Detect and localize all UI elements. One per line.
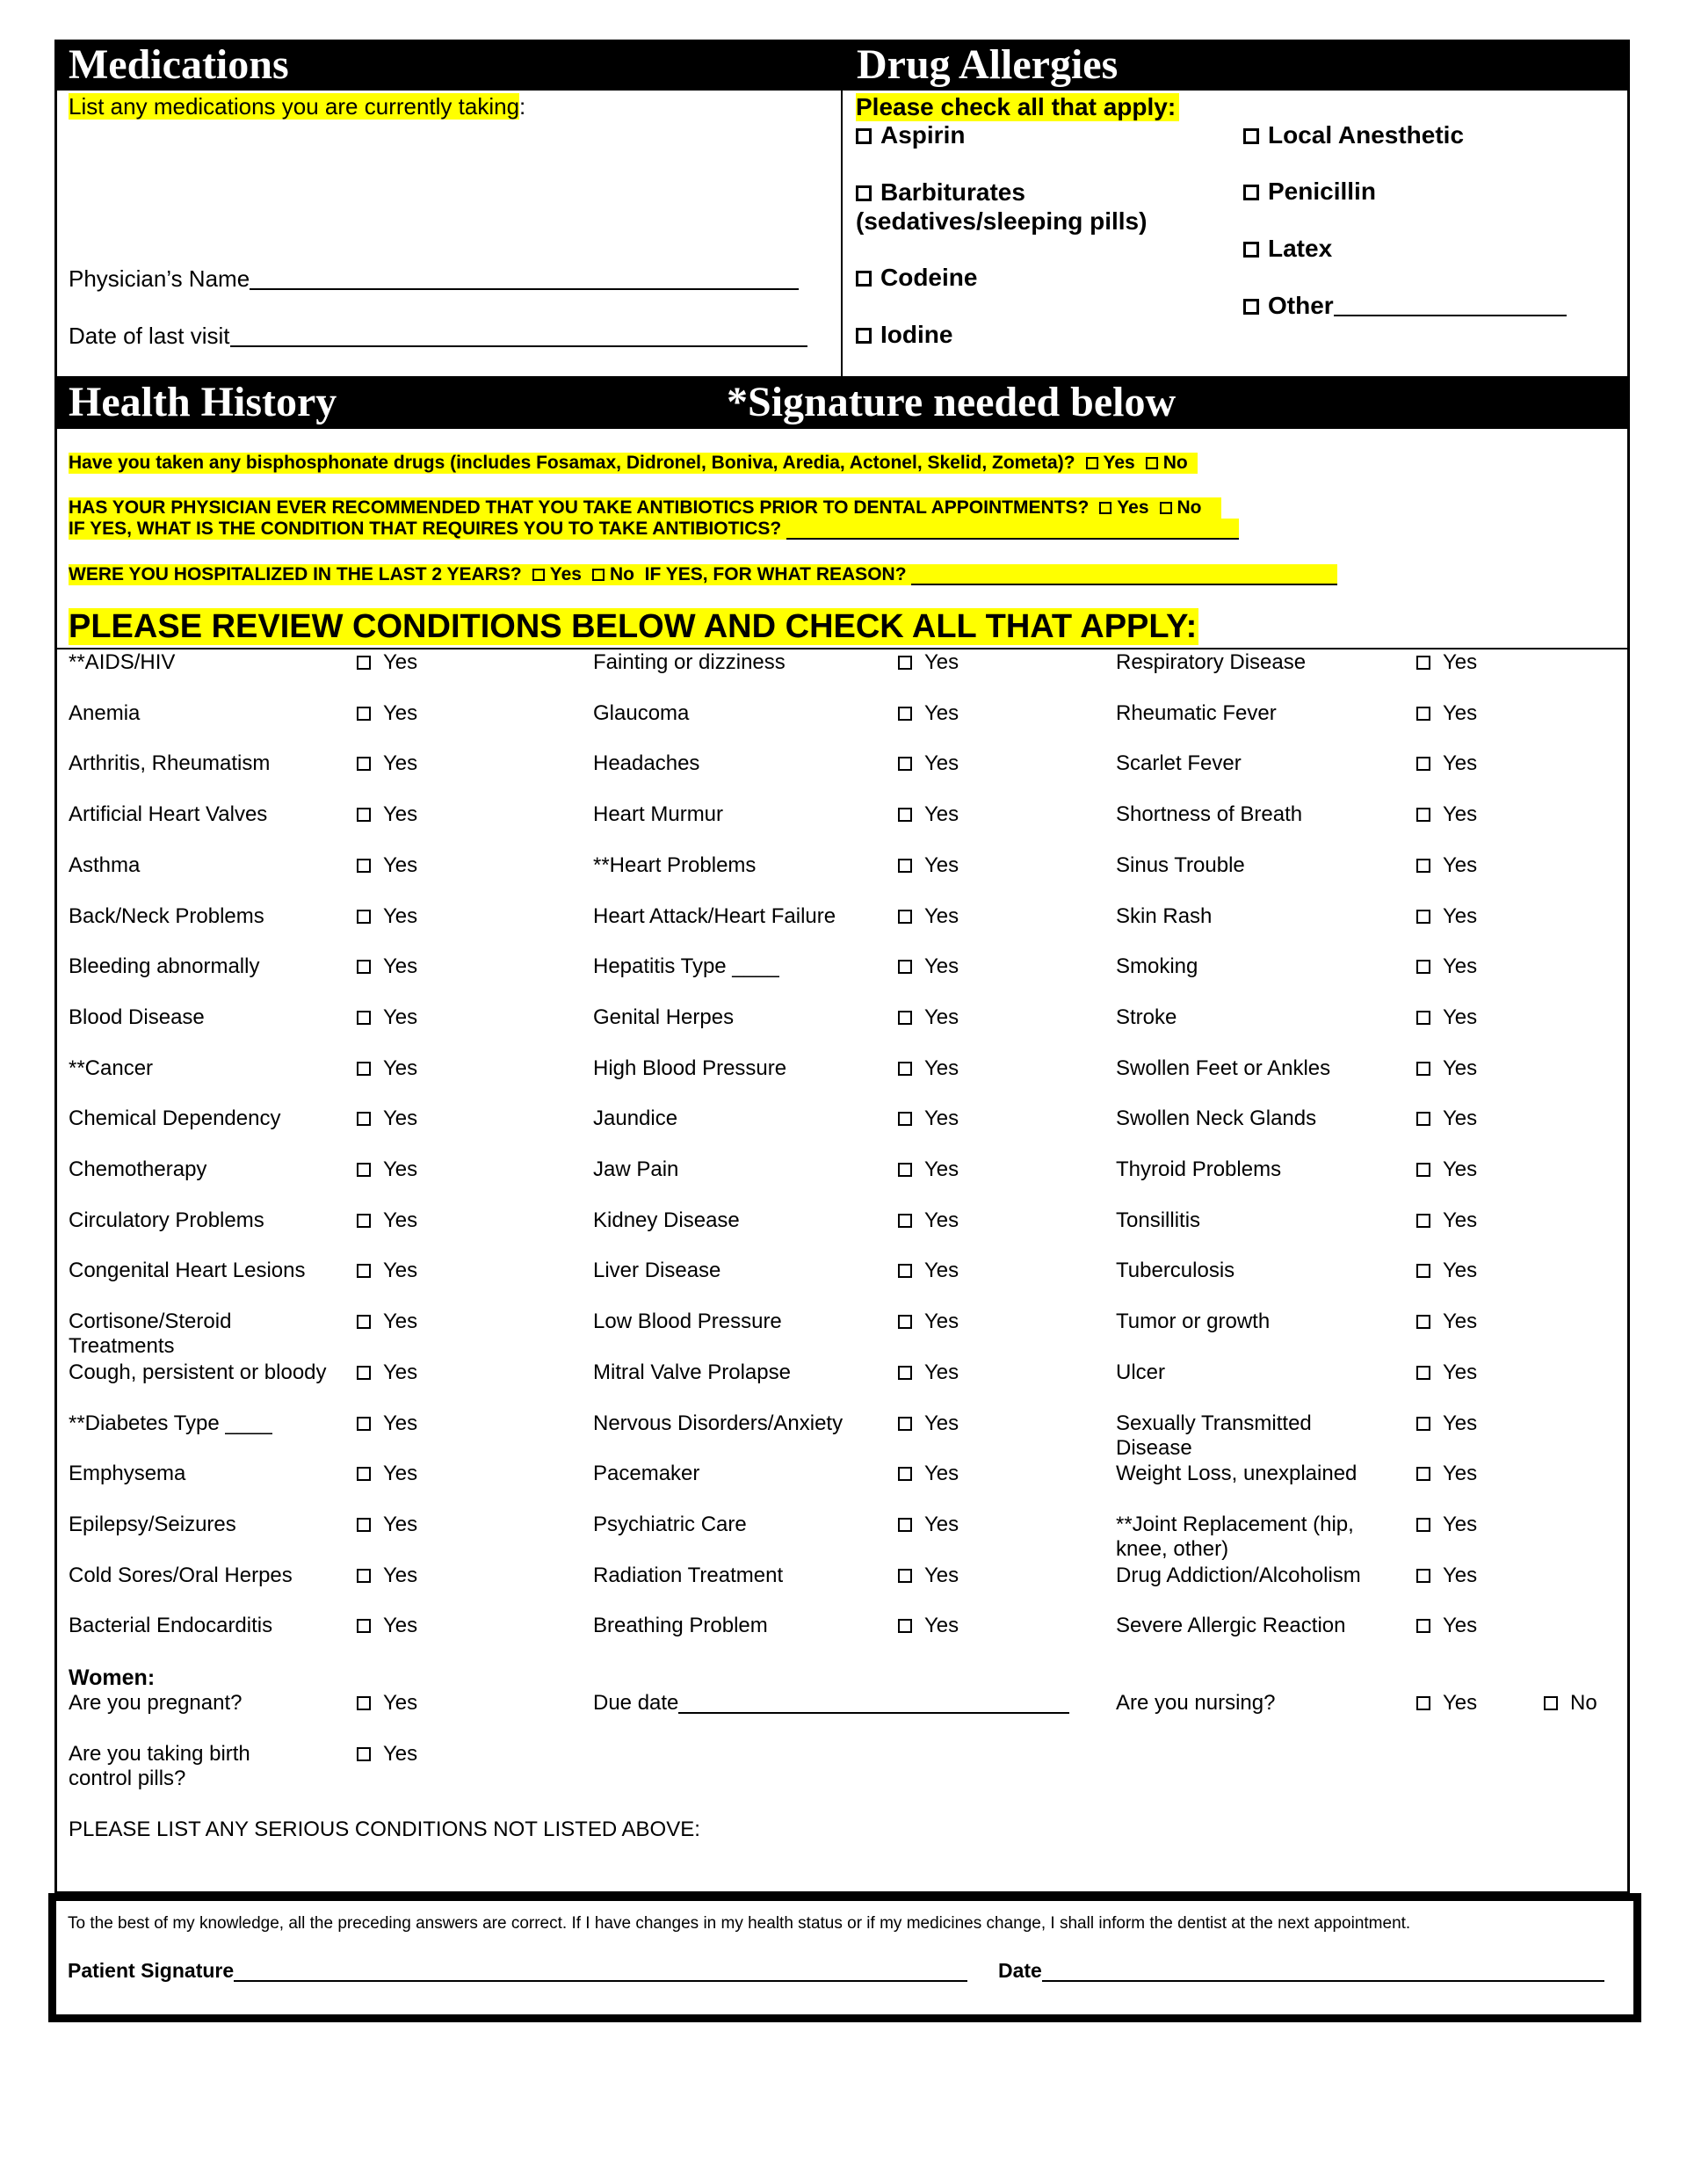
condition-yes-checkbox[interactable] [898,1157,959,1182]
patient-signature-field[interactable]: Patient Signature [68,1959,967,1983]
yes-label: Yes [924,1310,959,1333]
checkbox[interactable] [1146,457,1158,469]
checkbox[interactable] [898,1619,912,1633]
checkbox[interactable] [1416,808,1430,822]
condition-label: Skin Rash [1116,904,1213,928]
attestation-statement: To the best of my knowledge, all the preceding answers are correct. If I have changes in my health status or if my medicines change, I shall inform the dentist at the next appointment. [68,1914,1411,1933]
checkbox[interactable] [856,185,872,201]
condition-yes-checkbox[interactable] [357,853,417,878]
condition-label: Radiation Treatment [593,1564,784,1587]
allergy-other[interactable]: Other [1243,292,1567,320]
checkbox[interactable] [357,757,371,771]
condition-label: Heart Attack/Heart Failure [593,904,836,928]
yes-label: Yes [383,1005,418,1029]
condition-yes-checkbox[interactable] [898,853,959,878]
yes-label: Yes [383,1614,418,1637]
condition-yes-checkbox[interactable] [1416,1259,1477,1283]
allergy-aspirin[interactable]: Aspirin [856,121,965,149]
checkbox[interactable] [1243,128,1259,144]
yes-label: Yes [383,1056,418,1080]
condition-yes-checkbox[interactable] [1416,751,1477,776]
yes-label: Yes [1443,1208,1478,1232]
condition-yes-checkbox[interactable] [898,954,959,979]
condition-yes-checkbox[interactable] [357,1005,417,1030]
yes-label: Yes [1443,1107,1478,1130]
condition-yes-checkbox[interactable] [898,1360,959,1385]
condition-label: Jaw Pain [593,1157,679,1181]
yes-label: Yes [1443,1310,1478,1333]
condition-label: Kidney Disease [593,1208,740,1232]
condition-label: Psychiatric Care [593,1513,747,1536]
condition-label: Swollen Neck Glands [1116,1107,1317,1130]
condition-yes-checkbox[interactable] [898,751,959,776]
condition-yes-checkbox[interactable] [357,1056,417,1081]
condition-yes-checkbox[interactable] [357,1107,417,1131]
checkbox[interactable] [1544,1696,1558,1710]
condition-label: Respiratory Disease [1116,650,1307,674]
yes-label: Yes [1443,802,1478,826]
checkbox[interactable] [357,707,371,721]
condition-yes-checkbox[interactable] [357,1411,417,1436]
checkbox[interactable] [1416,757,1430,771]
condition-label: Cold Sores/Oral Herpes [69,1564,293,1587]
checkbox[interactable] [898,960,912,974]
yes-label: Yes [1443,1259,1478,1282]
yes-label: Yes [924,1360,959,1384]
condition-label: Cortisone/Steroid Treatments [69,1310,232,1358]
condition-label: Heart Murmur [593,802,724,826]
condition-yes-checkbox[interactable] [1416,1411,1477,1436]
top-column-divider [841,91,843,376]
condition-label: **Heart Problems [593,853,757,877]
last-visit-field[interactable]: Date of last visit [69,323,807,350]
yes-label: Yes [924,1462,959,1485]
condition-yes-checkbox[interactable] [357,1259,417,1283]
checkbox[interactable] [357,1417,371,1431]
checkbox[interactable] [898,1315,912,1329]
yes-label: Yes [383,701,418,725]
checkbox[interactable] [1416,910,1430,924]
allergy-barbiturates[interactable]: Barbiturates (sedatives/sleeping pills) [856,178,1148,235]
antibiotics-question: HAS YOUR PHYSICIAN EVER RECOMMENDED THAT YOU TAKE ANTIBIOTICS PRIOR TO DENTAL APPOINTMENTS? Yes No [69,497,1221,519]
yes-label: Yes [383,1411,418,1435]
signature-needed-note: *Signature needed below [727,379,1177,425]
condition-yes-checkbox[interactable] [898,1005,959,1030]
condition-label: Headaches [593,751,700,775]
condition-yes-checkbox[interactable] [898,1310,959,1334]
checkbox[interactable] [1099,502,1111,514]
bisphosphonate-question: Have you taken any bisphosphonate drugs (includes Fosamax, Didronel, Boniva, Aredia, Actonel, Skelid, Zometa)? Yes No [69,453,1198,474]
physician-name-field[interactable]: Physician’s Name [69,265,799,293]
yes-label: Yes [924,701,959,725]
condition-yes-checkbox[interactable] [1416,802,1477,827]
allergy-local-anesthetic[interactable]: Local Anesthetic [1243,121,1464,149]
yes-label: Yes [924,1107,959,1130]
condition-yes-checkbox[interactable] [898,1411,959,1436]
birth-control-yes[interactable]: Yes [357,1742,417,1767]
checkbox[interactable] [1416,960,1430,974]
yes-label: Yes [383,1208,418,1232]
allergy-latex[interactable]: Latex [1243,235,1332,263]
condition-yes-checkbox[interactable] [1416,701,1477,726]
checkbox[interactable] [1416,1062,1430,1076]
yes-label: Yes [383,1157,418,1181]
checkbox[interactable] [1416,707,1430,721]
yes-label: Yes [924,751,959,775]
yes-label: Yes [1443,1157,1478,1181]
yes-label: Yes [1443,1005,1478,1029]
condition-label: Emphysema [69,1462,186,1485]
condition-label: Breathing Problem [593,1614,768,1637]
condition-label: Chemical Dependency [69,1107,281,1130]
checkbox[interactable] [357,1619,371,1633]
yes-label: Yes [1443,1411,1478,1435]
nursing-yes[interactable]: Yes [1416,1691,1477,1716]
checkbox[interactable] [856,328,872,344]
checkbox[interactable] [1416,1366,1430,1380]
condition-label: Low Blood Pressure [593,1310,782,1333]
yes-label: Yes [383,802,418,826]
condition-yes-checkbox[interactable] [1416,1564,1477,1588]
condition-yes-checkbox[interactable] [898,1208,959,1233]
condition-label: **Diabetes Type ____ [69,1411,272,1435]
yes-label: Yes [383,853,418,877]
checkbox[interactable] [592,569,605,581]
condition-yes-checkbox[interactable] [1416,1107,1477,1131]
condition-yes-checkbox[interactable] [357,954,417,979]
condition-label: Bleeding abnormally [69,954,260,978]
yes-label: Yes [383,751,418,775]
allergies-prompt: Please check all that apply: [856,93,1179,121]
checkbox[interactable] [1243,185,1259,200]
yes-label: Yes [1443,1056,1478,1080]
condition-label: Glaucoma [593,701,690,725]
condition-label: Back/Neck Problems [69,904,264,928]
condition-yes-checkbox[interactable] [357,1310,417,1334]
yes-label: Yes [924,954,959,978]
checkbox[interactable] [1416,1467,1430,1481]
condition-yes-checkbox[interactable] [1416,1157,1477,1182]
condition-yes-checkbox[interactable] [357,802,417,827]
allergy-codeine[interactable]: Codeine [856,264,977,292]
health-history-band [54,376,1630,429]
checkbox[interactable] [898,1062,912,1076]
condition-label: Hepatitis Type ____ [593,954,779,978]
pregnant-yes[interactable]: Yes [357,1691,417,1716]
condition-yes-checkbox[interactable] [898,1056,959,1081]
condition-label: Cough, persistent or bloody [69,1360,327,1384]
condition-yes-checkbox[interactable] [357,1157,417,1182]
checkbox[interactable] [898,1569,912,1583]
medications-prompt: List any medications you are currently taking: [69,93,526,120]
yes-label: Yes [1443,954,1478,978]
nursing-no[interactable]: No [1544,1691,1597,1716]
condition-yes-checkbox[interactable] [357,1360,417,1385]
checkbox[interactable] [1416,1696,1430,1710]
checkbox[interactable] [898,1518,912,1532]
checkbox[interactable] [898,910,912,924]
women-heading: Women: [69,1665,156,1690]
conditions-divider [54,648,1630,649]
medications-heading: Medications [69,41,289,88]
checkbox[interactable] [357,1062,371,1076]
signature-date-field[interactable]: Date [998,1959,1604,1983]
checkbox[interactable] [357,808,371,822]
condition-yes-checkbox[interactable] [1416,954,1477,979]
condition-yes-checkbox[interactable] [1416,1462,1477,1486]
condition-label: **Joint Replacement (hip, knee, other) [1116,1513,1354,1561]
yes-label: Yes [924,650,959,674]
yes-label: Yes [924,853,959,877]
yes-label: Yes [924,1157,959,1181]
checkbox[interactable] [357,1163,371,1177]
yes-label: Yes [383,1513,418,1536]
condition-label: Rheumatic Fever [1116,701,1277,725]
condition-yes-checkbox[interactable] [357,751,417,776]
condition-yes-checkbox[interactable] [1416,1208,1477,1233]
yes-label: Yes [924,1564,959,1587]
checkbox[interactable] [1416,859,1430,873]
checkbox[interactable] [1416,1569,1430,1583]
condition-yes-checkbox[interactable] [357,904,417,929]
yes-label: Yes [1443,853,1478,877]
checkbox[interactable] [357,1112,371,1126]
review-conditions-heading: PLEASE REVIEW CONDITIONS BELOW AND CHECK ALL THAT APPLY: [69,608,1198,645]
condition-label: Artificial Heart Valves [69,802,268,826]
checkbox[interactable] [357,1467,371,1481]
condition-label: Arthritis, Rheumatism [69,751,271,775]
condition-label: Chemotherapy [69,1157,207,1181]
condition-label: Sinus Trouble [1116,853,1245,877]
condition-label: Fainting or dizziness [593,650,786,674]
condition-label: Severe Allergic Reaction [1116,1614,1346,1637]
yes-label: Yes [1443,1462,1478,1485]
condition-yes-checkbox[interactable] [1416,853,1477,878]
condition-label: Shortness of Breath [1116,802,1303,826]
condition-label: Circulatory Problems [69,1208,264,1232]
condition-yes-checkbox[interactable] [1416,650,1477,675]
condition-yes-checkbox[interactable] [357,701,417,726]
condition-label: Anemia [69,701,141,725]
condition-yes-checkbox[interactable] [357,1614,417,1638]
checkbox[interactable] [898,1417,912,1431]
health-history-heading: Health History [69,379,337,425]
condition-yes-checkbox[interactable] [898,701,959,726]
checkbox[interactable] [898,1366,912,1380]
condition-yes-checkbox[interactable] [898,1564,959,1588]
yes-label: Yes [924,1208,959,1232]
checkbox[interactable] [898,1163,912,1177]
checkbox[interactable] [898,656,912,670]
checkbox[interactable] [357,1315,371,1329]
condition-label: Drug Addiction/Alcoholism [1116,1564,1361,1587]
checkbox[interactable] [1416,1619,1430,1633]
checkbox[interactable] [357,1264,371,1278]
yes-label: Yes [924,1614,959,1637]
condition-label: Tumor or growth [1116,1310,1271,1333]
checkbox[interactable] [357,1366,371,1380]
nursing-label: Are you nursing? [1116,1691,1276,1715]
checkbox[interactable] [357,1011,371,1025]
checkbox[interactable] [898,1467,912,1481]
checkbox[interactable] [357,1518,371,1532]
condition-yes-checkbox[interactable] [357,1208,417,1233]
checkbox[interactable] [1416,1417,1430,1431]
checkbox[interactable] [898,1011,912,1025]
checkbox[interactable] [357,1747,371,1761]
top-header-band [54,40,1630,91]
condition-yes-checkbox[interactable] [1416,1513,1477,1537]
condition-label: Pacemaker [593,1462,700,1485]
condition-label: Weight Loss, unexplained [1116,1462,1358,1485]
condition-yes-checkbox[interactable] [898,1462,959,1486]
yes-label: Yes [1443,1614,1478,1637]
condition-yes-checkbox[interactable] [1416,1056,1477,1081]
checkbox[interactable] [357,910,371,924]
checkbox[interactable] [357,859,371,873]
checkbox[interactable] [357,1569,371,1583]
condition-yes-checkbox[interactable] [1416,1614,1477,1638]
condition-label: Swollen Feet or Ankles [1116,1056,1331,1080]
checkbox[interactable] [1243,299,1259,315]
checkbox[interactable] [856,271,872,287]
condition-yes-checkbox[interactable] [898,1107,959,1131]
condition-label: Congenital Heart Lesions [69,1259,306,1282]
yes-label: Yes [1443,650,1478,674]
checkbox[interactable] [357,1696,371,1710]
checkbox[interactable] [1416,1518,1430,1532]
allergy-penicillin[interactable]: Penicillin [1243,178,1376,206]
yes-label: Yes [383,1259,418,1282]
condition-yes-checkbox[interactable] [357,1462,417,1486]
condition-label: Tonsillitis [1116,1208,1201,1232]
yes-label: Yes [1443,1360,1478,1384]
condition-yes-checkbox[interactable] [357,650,417,675]
checkbox[interactable] [898,1214,912,1228]
yes-label: Yes [924,802,959,826]
checkbox[interactable] [1416,1011,1430,1025]
yes-label: Yes [924,904,959,928]
checkbox[interactable] [898,1112,912,1126]
condition-yes-checkbox[interactable] [898,802,959,827]
condition-label: High Blood Pressure [593,1056,787,1080]
condition-yes-checkbox[interactable] [357,1513,417,1537]
checkbox[interactable] [898,859,912,873]
yes-label: Yes [383,1564,418,1587]
yes-label: Yes [924,1056,959,1080]
birth-control-label: Are you taking birth control pills? [69,1742,250,1790]
signature-box [48,1893,1641,2022]
drug-allergies-heading: Drug Allergies [857,41,1119,88]
condition-label: Thyroid Problems [1116,1157,1282,1181]
yes-label: Yes [1443,904,1478,928]
condition-label: Nervous Disorders/Anxiety [593,1411,844,1435]
checkbox[interactable] [898,757,912,771]
checkbox[interactable] [1416,1112,1430,1126]
yes-label: Yes [383,904,418,928]
condition-label: Bacterial Endocarditis [69,1614,273,1637]
condition-yes-checkbox[interactable] [898,1513,959,1537]
antibiotics-condition-question: IF YES, WHAT IS THE CONDITION THAT REQUIRES YOU TO TAKE ANTIBIOTICS? [69,519,1239,540]
condition-label: Epilepsy/Seizures [69,1513,236,1536]
yes-label: Yes [383,650,418,674]
yes-label: Yes [383,954,418,978]
condition-yes-checkbox[interactable] [1416,1360,1477,1385]
checkbox[interactable] [1416,1214,1430,1228]
condition-label: Blood Disease [69,1005,205,1029]
yes-label: Yes [383,1462,418,1485]
yes-label: Yes [1443,1564,1478,1587]
checkbox[interactable] [1160,502,1172,514]
checkbox[interactable] [856,128,872,144]
condition-label: Tuberculosis [1116,1259,1235,1282]
condition-label: Sexually Transmitted Disease [1116,1411,1312,1460]
checkbox[interactable] [1416,1315,1430,1329]
condition-yes-checkbox[interactable] [1416,904,1477,929]
checkbox[interactable] [1416,1163,1430,1177]
allergy-iodine[interactable]: Iodine [856,321,952,349]
checkbox[interactable] [1086,457,1098,469]
due-date-field[interactable]: Due date [593,1691,1069,1716]
yes-label: Yes [924,1411,959,1435]
condition-label: Scarlet Fever [1116,751,1242,775]
condition-yes-checkbox[interactable] [1416,1005,1477,1030]
condition-label: Asthma [69,853,141,877]
condition-yes-checkbox[interactable] [1416,1310,1477,1334]
condition-label: Genital Herpes [593,1005,735,1029]
yes-label: Yes [1443,1513,1478,1536]
checkbox[interactable] [898,808,912,822]
yes-label: Yes [1443,751,1478,775]
condition-label: Liver Disease [593,1259,721,1282]
checkbox[interactable] [357,960,371,974]
checkbox[interactable] [532,569,545,581]
yes-label: Yes [924,1005,959,1029]
condition-yes-checkbox[interactable] [898,1259,959,1283]
condition-yes-checkbox[interactable] [898,650,959,675]
condition-label: Jaundice [593,1107,678,1130]
other-conditions-label: PLEASE LIST ANY SERIOUS CONDITIONS NOT LISTED ABOVE: [69,1818,700,1841]
condition-yes-checkbox[interactable] [898,1614,959,1638]
condition-yes-checkbox[interactable] [898,904,959,929]
checkbox[interactable] [357,1214,371,1228]
checkbox[interactable] [898,707,912,721]
condition-label: Stroke [1116,1005,1177,1029]
condition-label: Mitral Valve Prolapse [593,1360,791,1384]
condition-label: Smoking [1116,954,1198,978]
hospitalized-question: WERE YOU HOSPITALIZED IN THE LAST 2 YEARS? Yes No IF YES, FOR WHAT REASON? [69,564,1337,585]
checkbox[interactable] [1243,242,1259,258]
yes-label: Yes [924,1513,959,1536]
yes-label: Yes [1443,701,1478,725]
yes-label: Yes [383,1360,418,1384]
pregnant-label: Are you pregnant? [69,1691,243,1715]
condition-yes-checkbox[interactable] [357,1564,417,1588]
yes-label: Yes [924,1259,959,1282]
yes-label: Yes [383,1310,418,1333]
checkbox[interactable] [1416,1264,1430,1278]
checkbox[interactable] [898,1264,912,1278]
condition-label: **AIDS/HIV [69,650,176,674]
condition-label: **Cancer [69,1056,154,1080]
yes-label: Yes [383,1107,418,1130]
checkbox[interactable] [357,656,371,670]
condition-label: Ulcer [1116,1360,1166,1384]
checkbox[interactable] [1416,656,1430,670]
